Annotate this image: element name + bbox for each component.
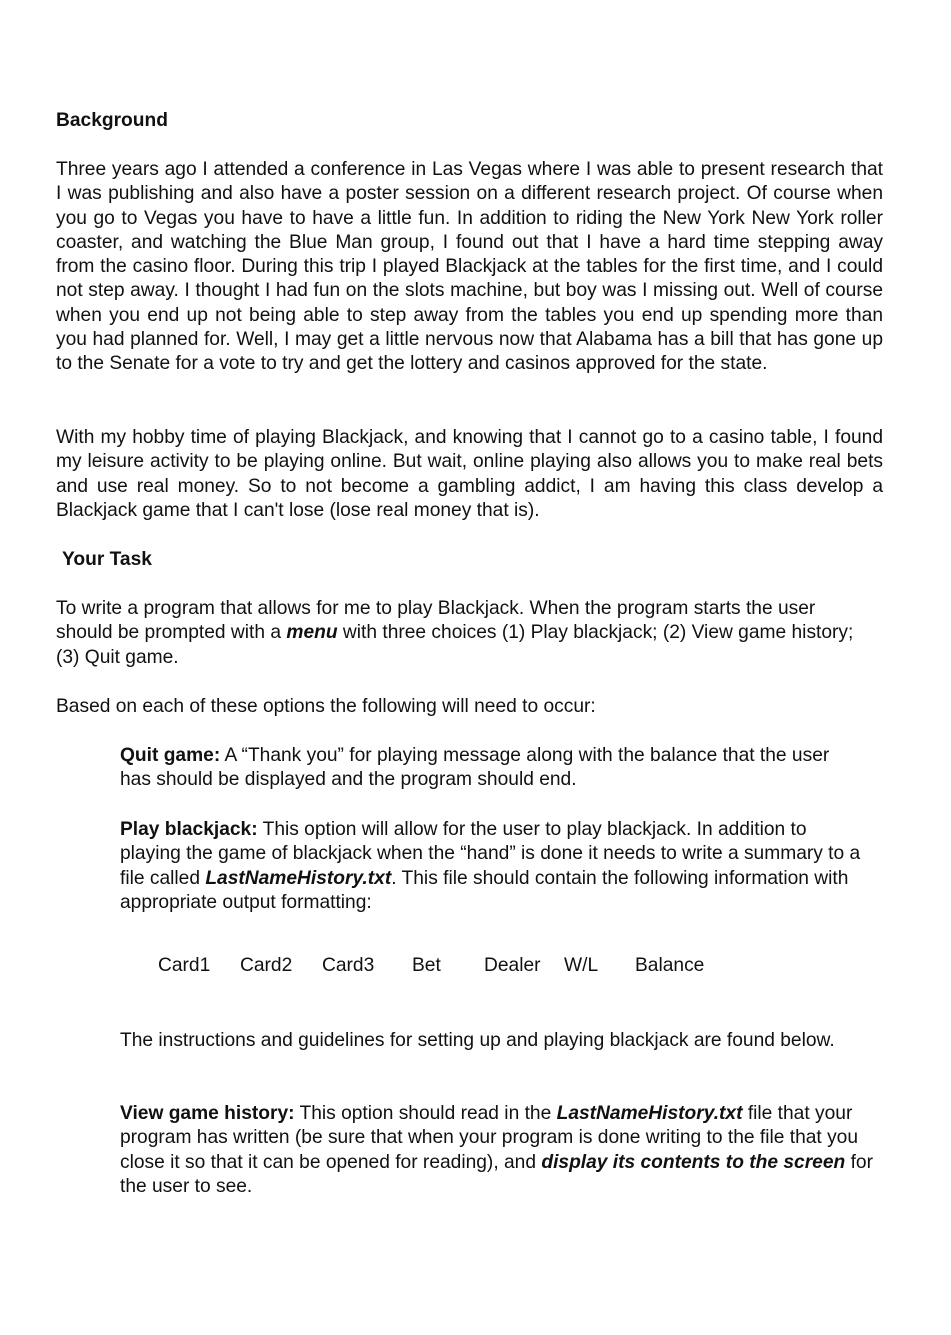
column-card2: Card2 (240, 955, 293, 976)
menu-emphasis: menu (286, 622, 338, 644)
play-blackjack-text-end: . This file should contain the following information with appropriate output formatting: (120, 867, 849, 913)
column-dealer: Dealer (484, 955, 541, 976)
quit-game-text: A “Thank you” for playing message along with the balance that the user has should be displayed and the program should end. (120, 745, 830, 791)
view-history-text-2: file that your program has written (be sure that when your program is done writing to the file that you close it so that it can be opened for reading), and (120, 1103, 859, 1173)
play-blackjack-text: This option will allow for the user to play blackjack. In addition to playing the game of blackjack when the “hand” is done it needs to write a summary to a file called (120, 819, 861, 889)
column-wl: W/L (564, 955, 599, 976)
play-blackjack-label: Play blackjack: (120, 819, 258, 840)
quit-game-label: Quit game: (120, 745, 221, 766)
column-card1: Card1 (158, 955, 211, 976)
task-intro-text: To write a program that allows for me to play Blackjack. When the program starts the user should be prompted with a (56, 598, 816, 644)
view-history-filename: LastNameHistory.txt (556, 1103, 743, 1124)
display-contents-emphasis: display its contents to the screen (541, 1151, 846, 1173)
play-blackjack-paragraph (120, 818, 865, 915)
background-heading: Background (56, 110, 168, 131)
background-paragraph-1: Three years ago I attended a conference in Las Vegas where I was able to present research that I was publishing and also have a poster session on a different research project. Of course when you go to Vegas you have to have a little fun. In addition to riding the New York New York roller coaster, and watching the Blue Man group, I found out that I have a hard time stepping away from the casino floor. During this trip I played Blackjack at the tables for the first time, and I could not step away. I thought I had fun on the slots machine, but boy was I missing out. Well of course when you end up not being able to step away from the tables you end up spending more than you had planned for. Well, I may get a little nervous now that Alabama has a bill that has gone up to the Senate for a vote to try and get the lottery and casinos approved for the state. (56, 159, 883, 375)
task-heading: Your Task (62, 549, 152, 570)
column-card3: Card3 (322, 955, 375, 976)
view-history-text: This option should read in the (294, 1103, 557, 1124)
view-history-paragraph (120, 1102, 880, 1199)
background-paragraph-2: With my hobby time of playing Blackjack, and knowing that I cannot go to a casino table, I found my leisure activity to be playing online. But wait, online playing also allows you to make real bets and use real money. So to not become a gambling addict, I am having this class develop a Blackjack game that I can't lose (lose real money that is). (56, 427, 883, 521)
view-history-text-end: for the user to see. (120, 1151, 873, 1197)
history-filename: LastNameHistory.txt (205, 867, 392, 889)
task-intro-paragraph (56, 597, 856, 670)
quit-game-paragraph (120, 744, 865, 793)
options-intro: Based on each of these options the following will need to occur: (56, 696, 596, 717)
column-bet: Bet (412, 955, 441, 976)
history-columns-row (158, 954, 758, 978)
column-balance: Balance (635, 955, 705, 976)
view-history-label: View game history: (120, 1103, 295, 1124)
instructions-paragraph: The instructions and guidelines for setting up and playing blackjack are found below. (120, 1030, 835, 1051)
task-intro-text-end: with three choices (1) Play blackjack; (2) View game history; (3) Quit game. (56, 622, 854, 668)
